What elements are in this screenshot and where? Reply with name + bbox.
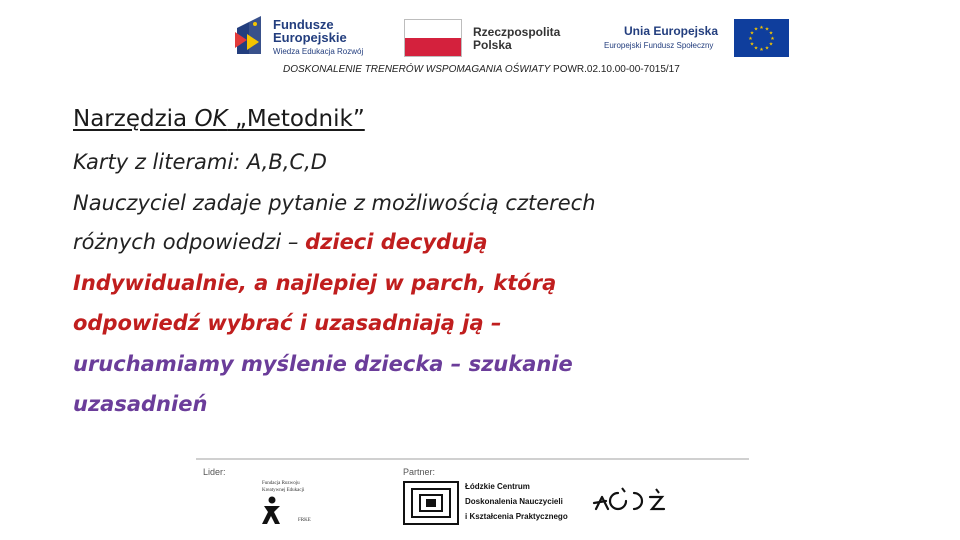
rp-logo-line2: Polska [473,38,512,52]
frke-logo-line2: Kreatywnej Edukacji [262,488,305,493]
lodz-logo-icon [592,487,672,515]
eu-star-icon: ★ [749,41,755,48]
frke-logo-line1: Fundacja Rozwoju [262,481,300,486]
eu-star-icon: ★ [768,41,774,48]
fundusze-europejskie-icon [233,14,265,56]
slide-title [73,106,365,132]
eu-star-icon: ★ [753,45,759,52]
frke-runner-icon [258,496,286,526]
slide-title-prefix: Narzędzia [73,106,195,132]
polish-flag-icon [404,19,462,57]
fe-logo-subtitle: Wiedza Edukacja Rozwój [273,47,364,56]
eu-star-icon: ★ [753,26,759,33]
lider-label: Lider: [203,467,226,477]
fe-logo-line2: Europejskie [273,30,347,45]
project-caption-code: POWR.02.10.00-00-7015/17 [550,64,680,75]
body-line-1: Karty z literami: A,B,C,D [73,150,327,174]
body-line-2: Nauczyciel zadaje pytanie z możliwością czterech [73,191,596,215]
body-line-4: Indywidualnie, a najlepiej w parch, którą [73,271,557,295]
body-line-3-plain: różnych odpowiedzi – [73,230,306,254]
eu-star-icon: ★ [749,30,755,37]
body-line-5: odpowiedź wybrać i uzasadniają ją – [73,311,502,335]
project-caption [283,64,680,75]
body-line-6: uruchamiamy myślenie dziecka – szukanie [73,352,573,376]
lcdnikp-logo-line2: Doskonalenia Nauczycieli [465,497,563,506]
fundusze-europejskie-logo [233,12,373,60]
ue-logo-line2: Europejski Fundusz Społeczny [604,41,714,50]
eu-flag-icon [734,19,789,57]
eu-star-icon: ★ [770,36,775,42]
eu-star-icon: ★ [764,26,770,33]
body-line-3-highlight: dzieci decydują [305,230,488,254]
eu-star-icon: ★ [764,45,770,52]
rp-logo-line1: Rzeczpospolita [473,25,561,39]
eu-star-icon: ★ [759,25,764,31]
lcdnikp-logo-line1: Łódzkie Centrum [465,482,530,491]
eu-star-icon: ★ [768,30,774,37]
frke-logo-abbr: FRKE [298,518,311,523]
footer-divider [196,458,749,460]
body-line-3 [73,230,488,254]
slide-title-italic: OK [194,106,228,132]
eu-star-icon: ★ [748,36,753,42]
eu-star-icon: ★ [759,47,764,53]
lcdnikp-logo-icon [403,481,459,525]
ue-logo-line1: Unia Europejska [624,24,719,38]
fe-logo-line1: Fundusze [273,17,334,32]
lcdnikp-logo-line3: i Kształcenia Praktycznego [465,512,568,521]
body-line-7: uzasadnień [73,392,208,416]
slide-title-suffix: „Metodnik” [227,106,365,132]
partner-label: Partner: [403,467,436,477]
project-caption-name: DOSKONALENIE TRENERÓW WSPOMAGANIA OŚWIATY [283,64,551,75]
